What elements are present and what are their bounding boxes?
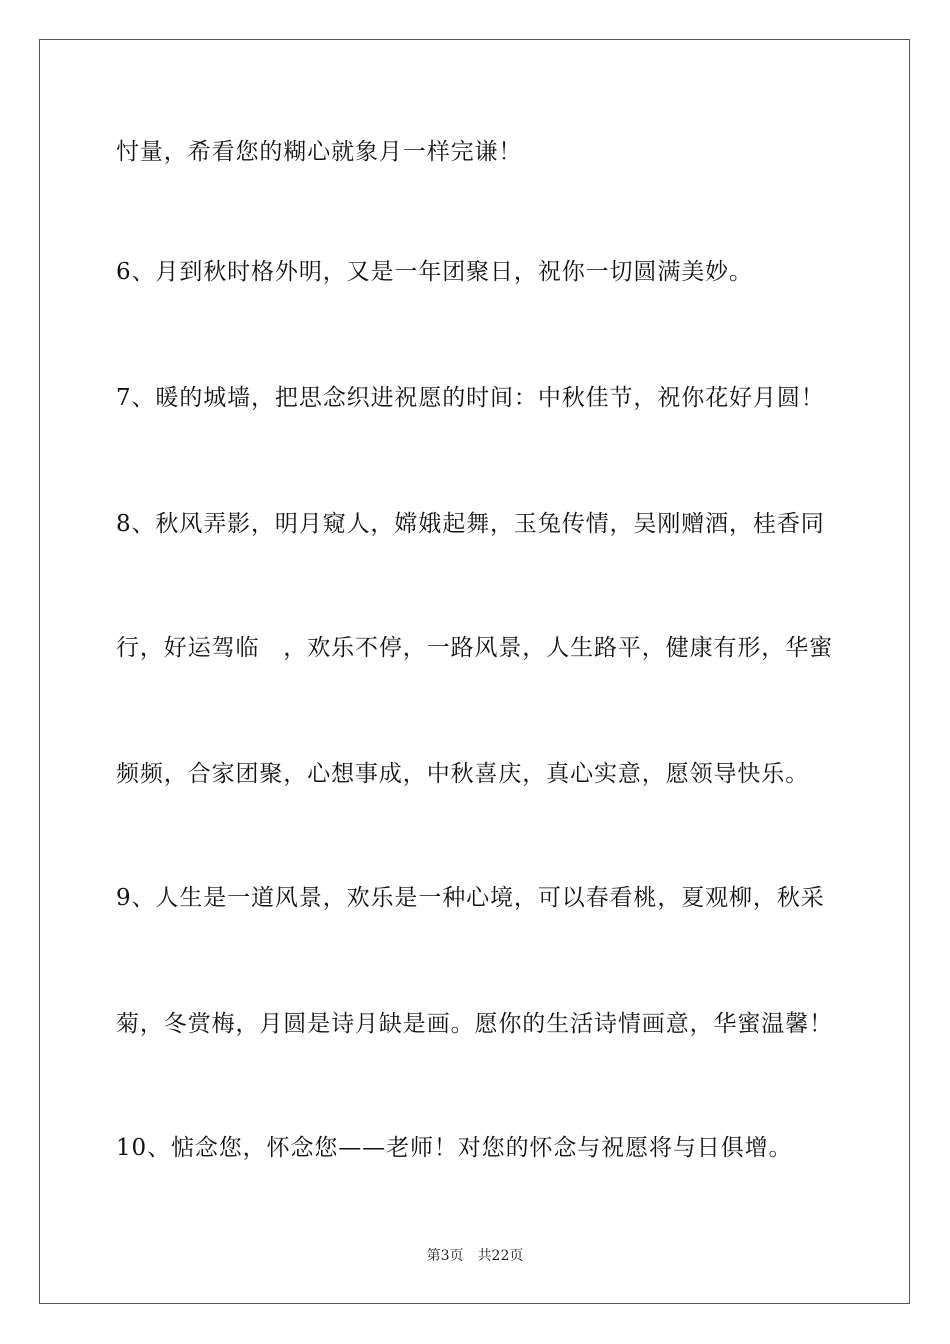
page-number-label: 第3页 共22页 [426, 1248, 524, 1264]
text-line-3: 7、暖的城墙，把思念织进祝愿的时间：中秋佳节，祝你花好月圆！ [116, 385, 825, 411]
text-line-7: 9、人生是一道风景，欢乐是一种心境，可以春看桃，夏观柳，秋采 [116, 885, 825, 911]
text-line-2: 6、月到秋时格外明，又是一年团聚日，祝你一切圆满美妙。 [116, 259, 753, 285]
text-line-8: 菊，冬赏梅，月圆是诗月缺是画。愿你的生活诗情画意，华蜜温馨！ [116, 1011, 833, 1037]
page-footer [0, 1247, 950, 1265]
text-line-5: 行，好运驾临 ，欢乐不停，一路风景，人生路平，健康有形，华蜜 [116, 635, 833, 661]
text-line-6: 频频，合家团聚，心想事成，中秋喜庆，真心实意，愿领导快乐。 [116, 761, 810, 787]
page-border [39, 39, 910, 1304]
text-line-1: 忖量，希看您的糊心就象月一样完谦！ [116, 139, 523, 165]
text-line-4: 8、秋风弄影，明月窥人，嫦娥起舞，玉兔传情，吴刚赠酒，桂香同 [116, 511, 825, 537]
text-line-9: 10、惦念您，怀念您——老师！对您的怀念与祝愿将与日俱增。 [116, 1135, 793, 1161]
